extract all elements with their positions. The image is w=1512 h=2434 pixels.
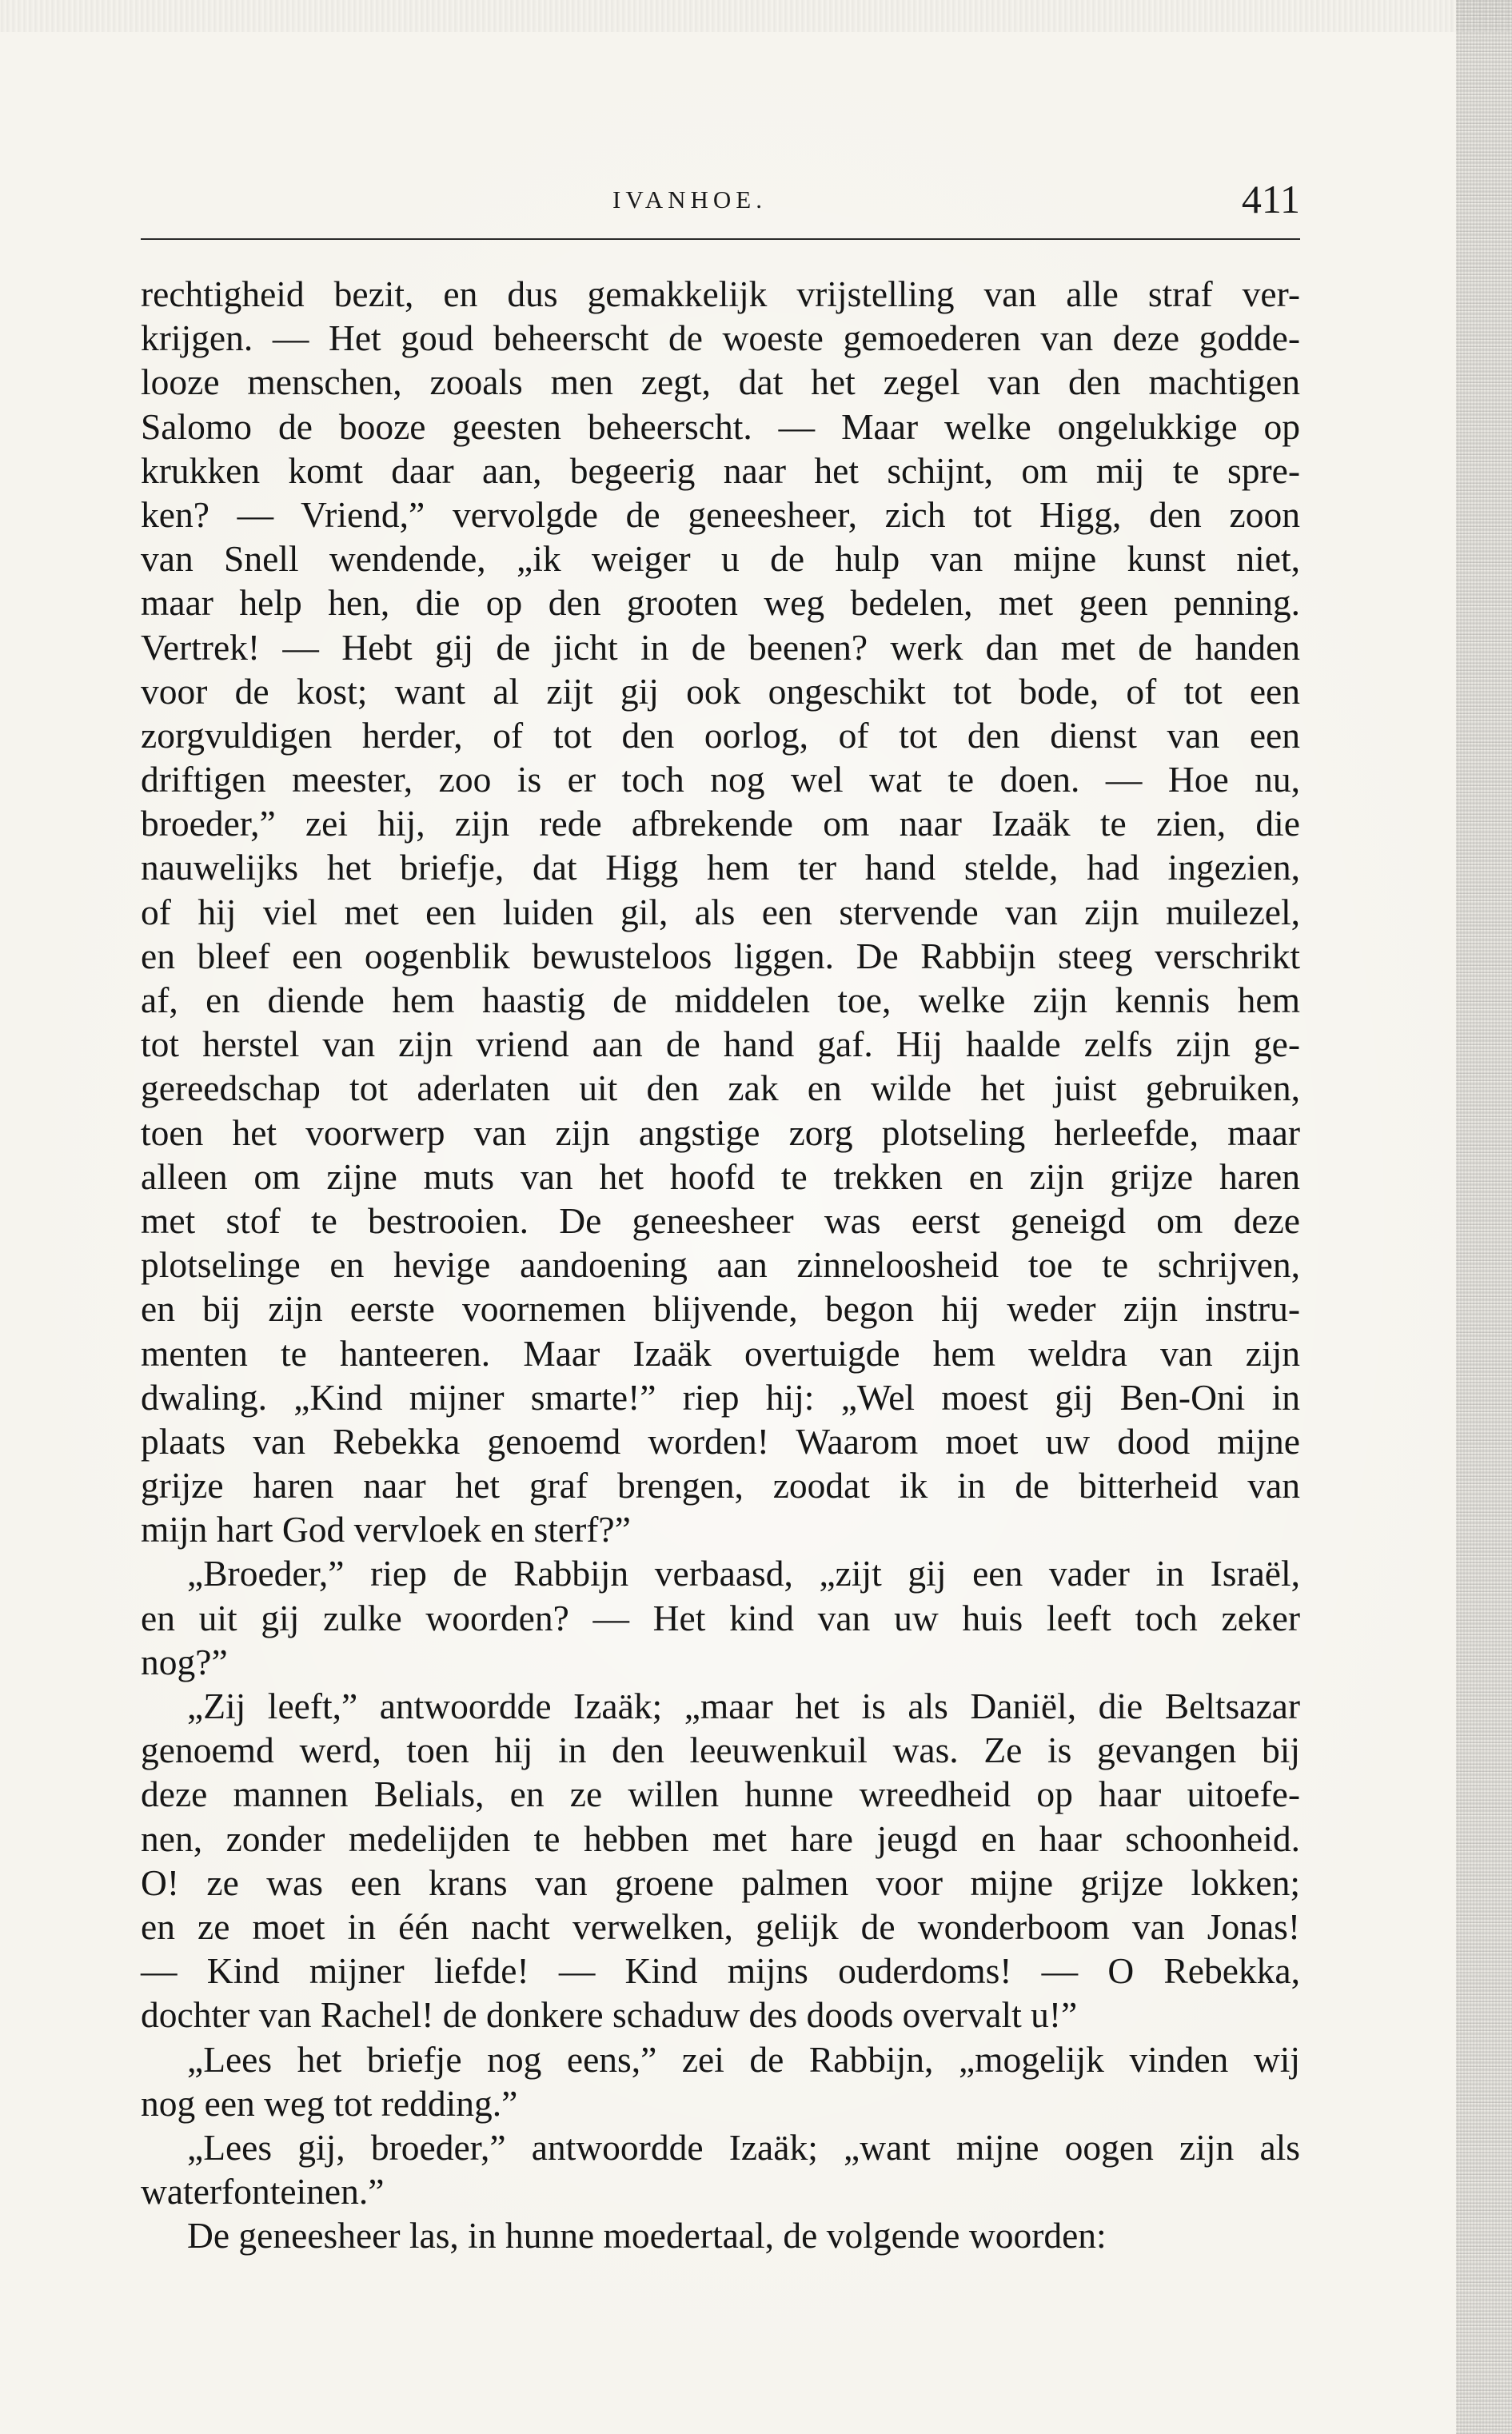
text-line: maar help hen, die op den grooten weg bedelen, met geen penning. <box>141 582 1300 624</box>
text-line: van Snell wendende, „ik weiger u de hulp van mijne kunst niet, <box>141 538 1300 580</box>
header-rule <box>141 238 1300 240</box>
text-line: nauwelijks het briefje, dat Higg hem ter hand stelde, had ingezien, <box>141 847 1300 888</box>
scan-noise-top <box>0 0 1512 32</box>
text-line: en uit gij zulke woorden? — Het kind van uw huis leeft toch zeker <box>141 1597 1300 1638</box>
text-line: „Zij leeft,” antwoordde Izaäk; „maar het is als Daniël, die Beltsazar <box>187 1686 1300 1726</box>
text-line: looze menschen, zooals men zegt, dat het zegel van den machtigen <box>141 361 1300 403</box>
text-line: toen het voorwerp van zijn angstige zorg plotseling herleefde, maar <box>141 1111 1300 1153</box>
text-line: menten te hanteeren. Maar Izaäk overtuigde hem weldra van zijn <box>141 1332 1300 1374</box>
text-line: nen, zonder medelijden te hebben met hare jeugd en haar schoonheid. <box>141 1818 1300 1859</box>
text-line: af, en diende hem haastig de middelen toe, welke zijn kennis hem <box>141 980 1300 1020</box>
running-title: IVANHOE. <box>612 186 767 213</box>
text-line: „Lees gij, broeder,” antwoordde Izaäk; „want mijne oogen zijn als <box>187 2126 1300 2168</box>
text-line: met stof te bestrooien. De geneesheer was eerst geneigd om deze <box>141 1199 1300 1241</box>
scan-noise-right-edge <box>1456 0 1512 2434</box>
text-line: driftigen meester, zoo is er toch nog wel wat te doen. — Hoe nu, <box>141 759 1300 800</box>
page-number: 411 <box>1241 177 1300 221</box>
text-line: De geneesheer las, in hunne moedertaal, de volgende woorden: <box>187 2215 1107 2256</box>
text-line: „Lees het briefje nog eens,” zei de Rabbijn, „mogelijk vinden wij <box>187 2038 1300 2080</box>
text-line: tot herstel van zijn vriend aan de hand gaf. Hij haalde zelfs zijn ge- <box>141 1023 1300 1065</box>
text-line: of hij viel met een luiden gil, als een stervende van zijn muilezel, <box>141 891 1300 932</box>
text-line: alleen om zijne muts van het hoofd te trekken en zijn grijze haren <box>141 1155 1300 1197</box>
text-line: nog een weg tot redding.” <box>141 2082 518 2124</box>
text-line: voor de kost; want al zijt gij ook ongeschikt tot bode, of tot een <box>141 670 1300 712</box>
text-line: Vertrek! — Hebt gij de jicht in de beenen? werk dan met de handen <box>141 626 1300 668</box>
text-line: dwaling. „Kind mijner smarte!” riep hij: „Wel moest gij Ben-Oni in <box>141 1376 1300 1418</box>
text-line: genoemd werd, toen hij in den leeuwenkuil was. Ze is gevangen bij <box>141 1730 1300 1771</box>
text-line: ken? — Vriend,” vervolgde de geneesheer, zich tot Higg, den zoon <box>141 493 1300 535</box>
text-line: plotselinge en hevige aandoening aan zinneloosheid toe te schrijven, <box>141 1244 1300 1286</box>
text-line: krijgen. — Het goud beheerscht de woeste gemoederen van deze godde- <box>141 317 1300 359</box>
text-line: dochter van Rachel! de donkere schaduw des doods overvalt u!” <box>141 1994 1078 2036</box>
text-line: O! ze was een krans van groene palmen voor mijne grijze lokken; <box>141 1861 1300 1903</box>
text-line: „Broeder,” riep de Rabbijn verbaasd, „zijt gij een vader in Israël, <box>187 1553 1300 1594</box>
text-line: plaats van Rebekka genoemd worden! Waarom moet uw dood mijne <box>141 1420 1300 1462</box>
text-line: Salomo de booze geesten beheerscht. — Maar welke ongelukkige op <box>141 405 1300 447</box>
text-line: broeder,” zei hij, zijn rede afbrekende om naar Izaäk te zien, die <box>141 803 1300 844</box>
text-line: — Kind mijner liefde! — Kind mijns ouderdoms! — O Rebekka, <box>141 1950 1300 1992</box>
text-line: grijze haren naar het graf brengen, zoodat ik in de bitterheid van <box>141 1465 1300 1506</box>
text-line: zorgvuldigen herder, of tot den oorlog, of tot den dienst van een <box>141 714 1300 756</box>
text-line: nog?” <box>141 1641 228 1682</box>
text-line: waterfonteinen.” <box>141 2171 385 2213</box>
text-line: rechtigheid bezit, en dus gemakkelijk vrijstelling van alle straf ver- <box>141 273 1300 314</box>
text-line: en bleef een oogenblik bewusteloos liggen. De Rabbijn steeg verschrikt <box>141 935 1300 976</box>
text-line: deze mannen Belials, en ze willen hunne wreedheid op haar uitoefe- <box>141 1774 1300 1815</box>
text-line: krukken komt daar aan, begeerig naar het schijnt, om mij te spre- <box>141 449 1300 491</box>
text-line: en ze moet in één nacht verwelken, gelijk de wonderboom van Jonas! <box>141 1905 1300 1947</box>
running-head <box>141 177 1300 246</box>
body-text <box>141 272 1300 2257</box>
text-line: gereedschap tot aderlaten uit den zak en wilde het juist gebruiken, <box>141 1067 1300 1109</box>
text-line: en bij zijn eerste voornemen blijvende, begon hij weder zijn instru- <box>141 1288 1300 1330</box>
text-line: mijn hart God vervloek en sterf?” <box>141 1509 631 1550</box>
